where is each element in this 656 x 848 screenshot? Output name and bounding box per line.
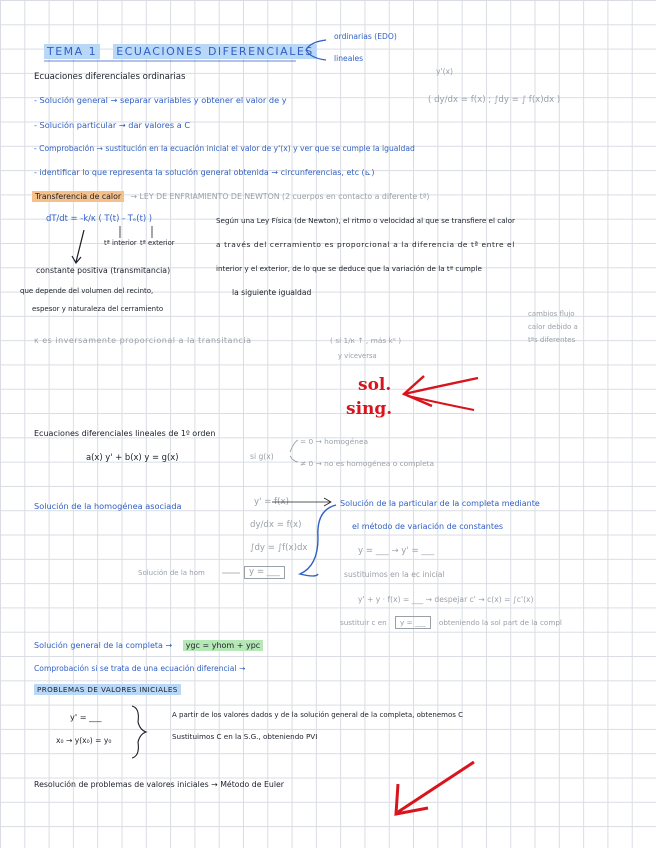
heat-const: constante positiva (transmitancia) — [36, 266, 171, 275]
linear-heading: Ecuaciones diferenciales lineales de 1º orden — [34, 429, 216, 438]
partic-heading2: el método de variación de constantes — [352, 522, 504, 531]
pvi-text2: Sustituimos C en la S.G., obteniendo PVI — [172, 732, 318, 741]
pvi-yp: y' = ___ — [70, 712, 102, 722]
edo-item-particular: - Solución particular → dar valores a C — [34, 120, 191, 130]
pvi-cond: x₀ → y(x₀) = y₀ — [56, 736, 112, 745]
general-check: Comprobación si se trata de una ecuación diferencial → — [34, 664, 246, 673]
general-formula: ygc = yhom + ypc — [183, 640, 264, 651]
heat-note-outer: tª exterior — [140, 239, 175, 247]
linear-si: si g(x) — [250, 452, 274, 461]
sol-sing-line1: sol. — [358, 375, 392, 395]
edo-item-comprobacion: - Comprobación → sustitución en la ecuación inicial el valor de y'(x) y ver que se cumple la igualdad — [34, 144, 415, 153]
partic-heading: Solución de la particular de la completa mediante — [340, 499, 540, 508]
homog-sol-label: Solución de la hom — [138, 569, 205, 577]
sol-sing-arrow-line2 — [408, 396, 474, 410]
heat-para2: a través del cerramiento es proporcional a la diferencia de tª entre el — [216, 240, 515, 249]
pvi-text1: A partir de los valores dados y de la solución general de la completa, obtenemos C — [172, 711, 464, 719]
euler-line: Resolución de problemas de valores iniciales → Método de Euler — [34, 780, 285, 789]
heat-formula: dT/dt = -k/κ ( T(t) - Tₑ(t) ) — [46, 213, 153, 223]
particular-brace — [300, 505, 336, 576]
y-prime-note: y'(x) — [436, 67, 454, 76]
heat-para1: Según una Ley Física (de Newton), el ritmo o velocidad al que se transfiere el calor — [216, 216, 515, 225]
partic-p2: sustituimos en la ec inicial — [344, 570, 445, 579]
tema-label: TEMA 1 — [44, 44, 100, 59]
kappa-note: κ es inversamente proporcional a la transitancia — [34, 336, 252, 345]
linear-eq0: = 0 → homogénea — [300, 437, 369, 446]
pvi-heading-text: PROBLEMAS DE VALORES INICIALES — [34, 684, 181, 695]
kappa-formula: ( si 1/κ ↑ , más kᵉ ) — [330, 336, 402, 345]
sol-sing-line2: sing. — [346, 399, 393, 419]
branch-ordinarias: ordinarias (EDO) — [334, 32, 397, 41]
sol-sing-arrow — [404, 378, 478, 394]
partic-p4-end: obteniendo la sol part de la compl — [438, 618, 562, 627]
partic-p4-box: y = ___ — [395, 616, 431, 629]
edo-item-identificar: - identificar lo que representa la solución general obtenida → circunferencias, etc (⊾) — [34, 168, 375, 177]
branch-lineales: lineales — [334, 54, 364, 63]
side-note-2: calor debido a — [528, 323, 578, 331]
linear-equation: a(x) y' + b(x) y = g(x) — [86, 452, 179, 462]
heat-para4: la siguiente igualdad — [232, 288, 312, 297]
general-heading-text: Solución general de la completa → — [34, 641, 173, 650]
edo-heading: Ecuaciones diferenciales ordinarias — [34, 72, 186, 82]
title-text: ECUACIONES DIFERENCIALES — [113, 44, 317, 59]
partic-p3: y' + y · f(x) = ___ → despejar c' → c(x) = ∫c'(x) — [358, 595, 534, 604]
pvi-brace — [132, 706, 146, 758]
homog-step2: dy/dx = f(x) — [250, 520, 302, 530]
edo-item-general-text: - Solución general → separar variables y obtener el valor de y — [34, 95, 287, 105]
heat-label: Transferencia de calor — [32, 191, 124, 202]
heat-para3: interior y el exterior, de lo que se deduce que la variación de la tª cumple — [216, 264, 482, 273]
partic-p1: y = ___ → y' = ___ — [358, 546, 435, 556]
euler-arrow-shaft — [398, 762, 474, 812]
linear-branch-top — [290, 440, 298, 452]
heat-depends1: que depende del volumen del recinto, — [20, 287, 154, 295]
heat-law: → LEY DE ENFRIAMIENTO DE NEWTON (2 cuerpos en contacto a diferente tª) — [130, 192, 430, 201]
homog-sol-box: y = ___ — [244, 566, 285, 579]
edo-item-formula: ( dy/dx = f(x) ; ∫dy = ∫ f(x)dx ) — [428, 95, 561, 105]
const-arrow — [76, 230, 84, 262]
heat-depends2: espesor y naturaleza del cerramiento — [32, 305, 164, 313]
homog-step1: y' = f(x) — [254, 497, 289, 507]
homog-step3: ∫dy = ∫f(x)dx — [250, 543, 308, 553]
heat-note-inner: tª interior — [104, 239, 137, 247]
linear-neq0: ≠ 0 → no es homogénea o completa — [300, 459, 435, 468]
homog-heading: Solución de la homogénea asociada — [34, 501, 182, 511]
partic-p4-text: sustituir c en — [340, 618, 387, 627]
side-note-3: tªs diferentes — [528, 336, 576, 344]
kappa-sub: y viceversa — [338, 352, 377, 360]
linear-branch-bottom — [290, 456, 298, 462]
side-note-1: cambios flujo — [528, 310, 575, 318]
header-brace — [306, 40, 326, 60]
